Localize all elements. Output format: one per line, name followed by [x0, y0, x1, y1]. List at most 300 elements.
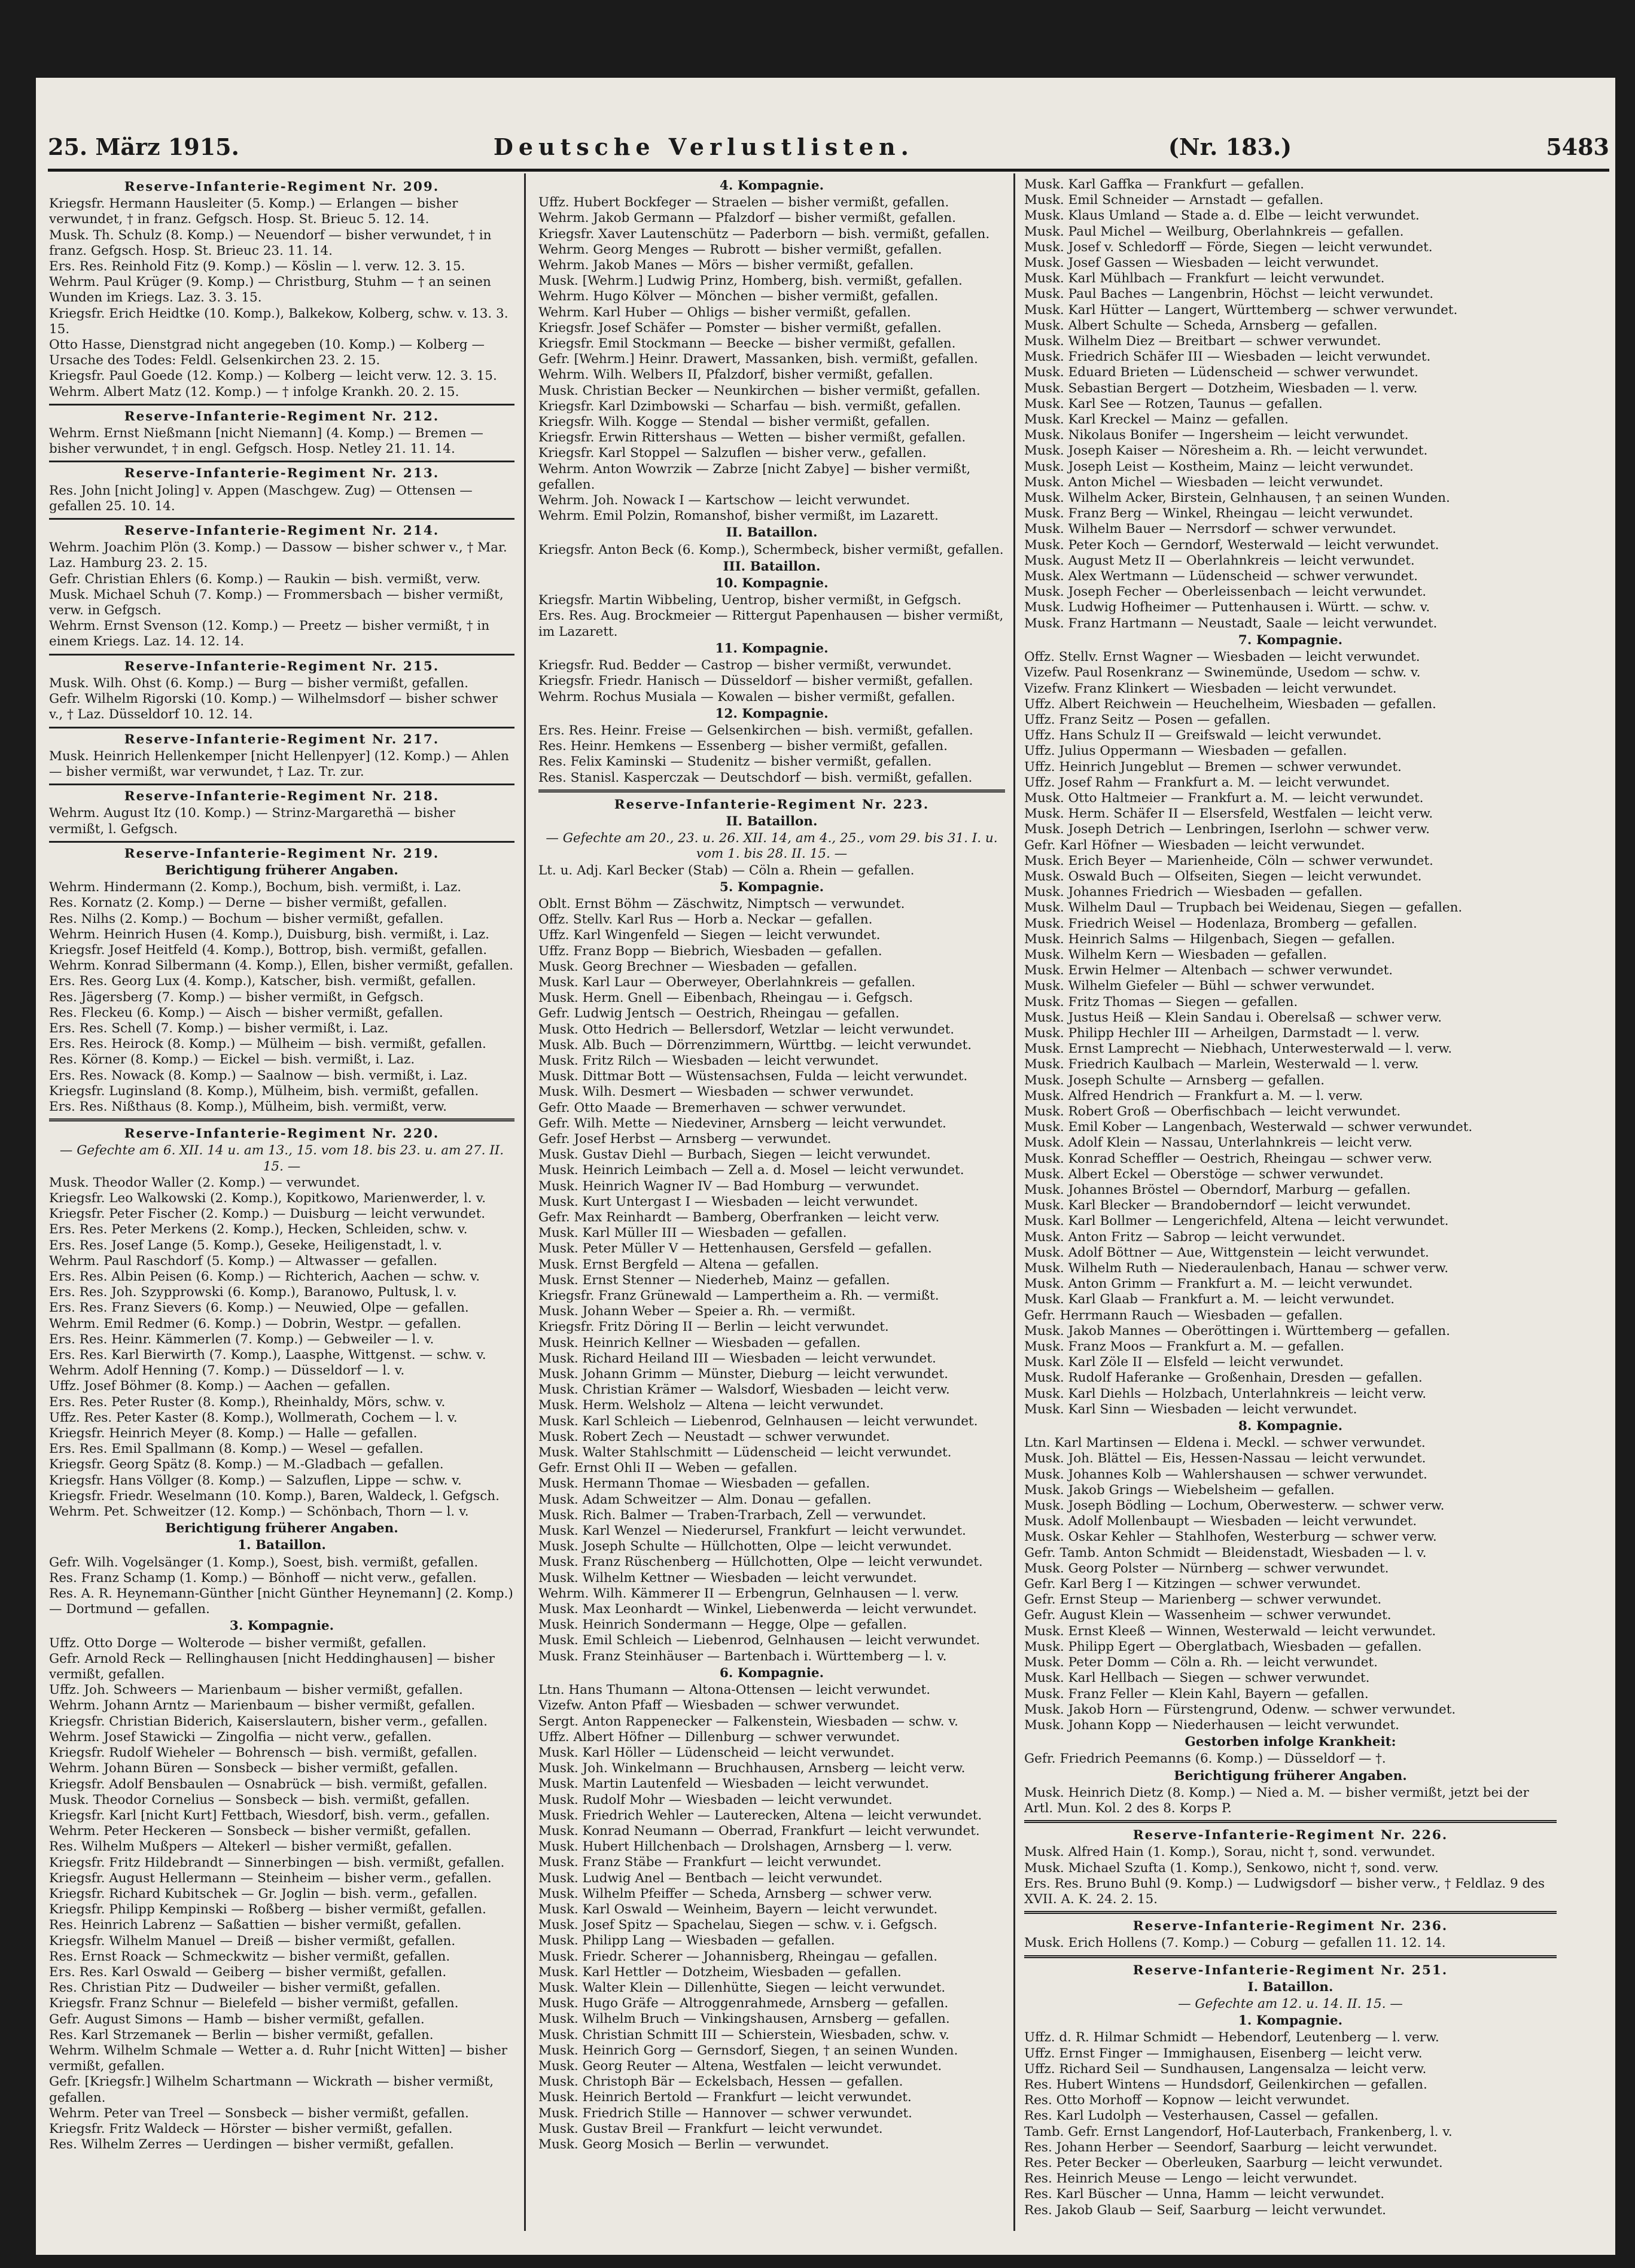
casualty-entry: Musk. Wilhelm Kern — Wiesbaden — gefallen.	[1024, 947, 1328, 962]
casualty-entry: Musk. Anton Grimm — Frankfurt a. M. — leicht verwundet.	[1024, 1276, 1413, 1292]
casualty-entry: Uffz. Karl Wingenfeld — Siegen — leicht verwundet.	[538, 928, 881, 943]
separator-rule	[1024, 1955, 1557, 1959]
casualty-entry: Res. Heinrich Labrenz — Saßattien — bisher vermißt, gefallen.	[49, 1918, 462, 1933]
casualty-entry: Musk. Joh. Winkelmann — Bruchhausen, Arnsberg — leicht verw.	[538, 1761, 966, 1776]
casualty-entry: Wehrm. Wilh. Kämmerer II — Erbengrun, Gelnhausen — l. verw.	[538, 1586, 959, 1601]
section-heading: 3. Kompagnie.	[229, 1618, 334, 1634]
casualty-entry: Musk. Konrad Neumann — Oberrad, Frankfurt — leicht verwundet.	[538, 1823, 980, 1839]
casualty-entry: Kriegsfr. Fritz Hildebrandt — Sinnerbingen — bish. vermißt, gefallen.	[49, 1855, 505, 1870]
casualty-entry: Uffz. Josef Rahm — Frankfurt a. M. — leicht verwundet.	[1024, 775, 1390, 790]
casualty-entry: Musk. Johannes Friedrich — Wiesbaden — gefallen.	[1024, 885, 1363, 900]
casualty-entry: Uffz. Joh. Schweers — Marienbaum — bisher vermißt, gefallen.	[49, 1682, 463, 1698]
casualty-entry: Wehrm. Rochus Musiala — Kowalen — bisher vermißt, gefallen.	[538, 689, 955, 705]
casualty-entry: Kriegsfr. Erwin Rittershaus — Wetten — bisher vermißt, gefallen.	[538, 430, 966, 446]
casualty-entry: Musk. Friedrich Stille — Hannover — schwer verwundet.	[538, 2105, 912, 2121]
battle-note: — Gefechte am 12. u. 14. II. 15. —	[1178, 1996, 1403, 2011]
casualty-entry: Musk. Christian Schmitt III — Schierstein, Wiesbaden, schw. v.	[538, 2027, 949, 2043]
header-date: 25. März 1915.	[48, 133, 239, 160]
casualty-entry: Wehrm. Ernst Nießmann [nicht Niemann] (4. Komp.) — Bremen — bisher verwundet, † in engl. Gefgsch. Hosp. Netley 21. 11. 14.	[49, 426, 483, 457]
column-divider	[524, 173, 526, 2231]
casualty-entry: Res. Peter Becker — Oberleuken, Saarburg — leicht verwundet.	[1024, 2155, 1443, 2171]
casualty-entry: Kriegsfr. Josef Schäfer — Pomster — bisher vermißt, gefallen.	[538, 320, 942, 336]
separator-rule	[49, 654, 514, 656]
casualty-entry: Musk. Herm. Welsholz — Altena — leicht verwundet.	[538, 1398, 884, 1413]
separator-rule	[49, 518, 514, 520]
casualty-entry: Musk. Theodor Waller (2. Komp.) — verwundet.	[49, 1175, 360, 1190]
casualty-entry: Kriegsfr. Anton Beck (6. Komp.), Schermbeck, bisher vermißt, gefallen.	[538, 542, 1004, 557]
casualty-entry: Musk. [Wehrm.] Ludwig Prinz, Homberg, bish. vermißt, gefallen.	[538, 273, 963, 289]
casualty-entry: Res. Felix Kaminski — Studenitz — bisher vermißt, gefallen.	[538, 754, 932, 770]
casualty-entry: Kriegsfr. Luginsland (8. Komp.), Mülheim, bish. vermißt, gefallen.	[49, 1083, 479, 1099]
casualty-entry: Musk. Fritz Rilch — Wiesbaden — leicht verwundet.	[538, 1053, 879, 1068]
casualty-entry: Res. A. R. Heynemann-Günther [nicht Günther Heynemann] (2. Komp.) — Dortmund — gefallen.	[49, 1586, 513, 1617]
casualty-entry: Musk. Georg Reuter — Altena, Westfalen — leicht verwundet.	[538, 2058, 942, 2074]
casualty-entry: Musk. Christian Krämer — Walsdorf, Wiesbaden — leicht verw.	[538, 1382, 950, 1398]
casualty-entry: Musk. Johann Kopp — Niederhausen — leicht verwundet.	[1024, 1717, 1399, 1733]
section-heading: 6. Kompagnie.	[719, 1665, 824, 1681]
casualty-entry: Kriegsfr. Rud. Bedder — Castrop — bisher vermißt, verwundet.	[538, 658, 952, 673]
casualty-entry: Musk. Jakob Horn — Fürstengrund, Odenw. — schwer verwundet.	[1024, 1702, 1456, 1717]
casualty-entry: Kriegsfr. Adolf Bensbaulen — Osnabrück — bish. vermißt, gefallen.	[49, 1776, 488, 1792]
casualty-entry: Musk. Franz Moos — Frankfurt a. M. — gefallen.	[1024, 1339, 1345, 1355]
section-heading: 11. Kompagnie.	[715, 641, 829, 656]
casualty-entry: Ers. Res. Peter Merkens (2. Komp.), Hecken, Schleiden, schw. v.	[49, 1222, 468, 1237]
separator-rule	[49, 461, 514, 462]
casualty-entry: Gefr. Karl Höfner — Wiesbaden — leicht verwundet.	[1024, 837, 1365, 853]
casualty-entry: Musk. Peter Koch — Gerndorf, Westerwald — leicht verwundet.	[1024, 537, 1439, 553]
casualty-entry: Musk. Adolf Mollenbaupt — Wiesbaden — leicht verwundet.	[1024, 1514, 1417, 1529]
casualty-entry: Res. Karl Ludolph — Vesterhausen, Cassel — gefallen.	[1024, 2108, 1379, 2124]
casualty-entry: Uffz. Otto Dorge — Wolterode — bisher vermißt, gefallen.	[49, 1635, 427, 1651]
casualty-entry: Musk. Joseph Schulte — Hüllchotten, Olpe — leicht verwundet.	[538, 1539, 952, 1554]
casualty-entry: Musk. Robert Zech — Neustadt — schwer verwundet.	[538, 1429, 890, 1444]
casualty-entry: Musk. Franz Feller — Klein Kahl, Bayern — gefallen.	[1024, 1686, 1369, 1702]
regiment-heading: Reserve-Infanterie-Regiment Nr. 213.	[124, 466, 440, 481]
casualty-entry: Musk. Johannes Kolb — Wahlershausen — schwer verwundet.	[1024, 1467, 1427, 1482]
casualty-entry: Musk. Wilhelm Giefeler — Bühl — schwer verwundet.	[1024, 978, 1375, 994]
casualty-entry: Musk. Karl See — Rotzen, Taunus — gefallen.	[1024, 396, 1323, 411]
regiment-heading: Reserve-Infanterie-Regiment Nr. 226.	[1132, 1828, 1448, 1843]
casualty-entry: Musk. Philipp Hechler III — Arheilgen, Darmstadt — l. verw.	[1024, 1025, 1420, 1041]
casualty-entry: Gefr. Ludwig Jentsch — Oestrich, Rheingau — gefallen.	[538, 1006, 900, 1022]
casualty-entry: Musk. Oskar Kehler — Stahlhofen, Westerburg — schwer verw.	[1024, 1529, 1437, 1545]
casualty-entry: Musk. Karl Diehls — Holzbach, Unterlahnkreis — leicht verw.	[1024, 1386, 1427, 1401]
casualty-entry: Ers. Res. Reinhold Fitz (9. Komp.) — Köslin — l. verw. 12. 3. 15.	[49, 259, 465, 275]
casualty-entry: Ers. Res. Franz Sievers (6. Komp.) — Neuwied, Olpe — gefallen.	[49, 1300, 469, 1316]
separator-rule	[49, 404, 514, 406]
casualty-entry: Musk. Hermann Thomae — Wiesbaden — gefallen.	[538, 1476, 870, 1492]
casualty-entry: Musk. Karl Hellbach — Siegen — schwer verwundet.	[1024, 1670, 1370, 1686]
section-heading: 12. Kompagnie.	[715, 706, 829, 721]
separator-rule	[49, 727, 514, 728]
casualty-entry: Musk. Ludwig Hofheimer — Puttenhausen i. Württ. — schw. v.	[1024, 600, 1430, 615]
casualty-entry: Kriegsfr. Franz Grünewald — Lampertheim a. Rh. — vermißt.	[538, 1288, 939, 1304]
section-heading: 4. Kompagnie.	[719, 178, 824, 193]
casualty-entry: Musk. Joseph Fecher — Oberleissenbach — leicht verwundet.	[1024, 584, 1427, 600]
casualty-entry: Res. Johann Herber — Seendorf, Saarburg — leicht verwundet.	[1024, 2139, 1438, 2155]
casualty-entry: Musk. Karl Schleich — Liebenrod, Gelnhausen — leicht verwundet.	[538, 1413, 978, 1429]
casualty-entry: Res. Franz Schamp (1. Komp.) — Bönhoff — nicht verw., gefallen.	[49, 1570, 477, 1586]
casualty-entry: Ers. Res. Schell (7. Komp.) — bisher vermißt, i. Laz.	[49, 1020, 389, 1036]
casualty-entry: Res. Karl Büscher — Unna, Hamm — leicht verwundet.	[1024, 2187, 1385, 2202]
casualty-entry: Ltn. Karl Martinsen — Eldena i. Meckl. — schwer verwundet.	[1024, 1435, 1426, 1451]
casualty-entry: Uffz. Heinrich Jungeblut — Bremen — schwer verwundet.	[1024, 759, 1402, 775]
casualty-entry: Kriegsfr. Peter Fischer (2. Komp.) — Duisburg — leicht verwundet.	[49, 1206, 486, 1222]
header-rule	[48, 169, 1609, 172]
casualty-entry: Wehrm. Joachim Plön (3. Komp.) — Dassow — bisher schwer v., † Mar. Laz. Hamburg 23. 2. 15.	[49, 540, 507, 571]
section-heading: Gestorben infolge Krankheit:	[1185, 1734, 1396, 1750]
casualty-entry: Gefr. Wilhelm Rigorski (10. Komp.) — Wilhelmsdorf — bisher schwer v., † Laz. Düsseldorf 10. 12. 14.	[49, 691, 498, 723]
column-3	[1024, 177, 1557, 2229]
casualty-entry: Wehrm. Georg Menges — Rubrott — bisher vermißt, gefallen.	[538, 242, 942, 257]
casualty-entry: Musk. Michael Szufta (1. Komp.), Senkowo, nicht †, sond. verw.	[1024, 1860, 1439, 1876]
casualty-entry: Gefr. Tamb. Anton Schmidt — Bleidenstadt, Wiesbaden — l. v.	[1024, 1545, 1427, 1560]
casualty-entry: Kriegsfr. Leo Walkowski (2. Komp.), Kopitkowo, Marienwerder, l. v.	[49, 1190, 486, 1206]
regiment-heading: Reserve-Infanterie-Regiment Nr. 218.	[124, 789, 440, 804]
casualty-entry: Musk. Karl Sinn — Wiesbaden — leicht verwundet.	[1024, 1401, 1357, 1417]
casualty-entry: Musk. Karl Kreckel — Mainz — gefallen.	[1024, 412, 1289, 428]
casualty-entry: Musk. Friedr. Scherer — Johannisberg, Rheingau — gefallen.	[538, 1949, 938, 1964]
section-heading: Berichtigung früherer Angaben.	[165, 862, 398, 878]
section-heading: II. Bataillon.	[726, 813, 818, 829]
casualty-entry: Musk. Ernst Lamprecht — Niebhach, Unterwesterwald — l. verw.	[1024, 1041, 1453, 1057]
section-heading: II. Bataillon.	[726, 525, 818, 541]
section-heading: 7. Kompagnie.	[1238, 632, 1343, 648]
casualty-entry: Musk. Emil Schleich — Liebenrod, Gelnhausen — leicht verwundet.	[538, 1633, 981, 1648]
section-heading: Berichtigung früherer Angaben.	[165, 1521, 398, 1537]
casualty-entry: Musk. Martin Lautenfeld — Wiesbaden — leicht verwundet.	[538, 1776, 930, 1792]
casualty-entry: Gefr. [Kriegsfr.] Wilhelm Schartmann — Wickrath — bisher vermißt, gefallen.	[49, 2074, 494, 2105]
casualty-entry: Musk. Theodor Cornelius — Sonsbeck — bish. vermißt, gefallen.	[49, 1792, 470, 1807]
casualty-entry: Kriegsfr. Wilhelm Manuel — Dreiß — bisher vermißt, gefallen.	[49, 1933, 456, 1949]
casualty-entry: Musk. Karl Zöle II — Elsfeld — leicht verwundet.	[1024, 1355, 1344, 1370]
casualty-entry: Ers. Res. Georg Lux (4. Komp.), Katscher, bish. vermißt, gefallen.	[49, 974, 476, 989]
casualty-entry: Res. Jägersberg (7. Komp.) — bisher vermißt, in Gefgsch.	[49, 989, 424, 1005]
casualty-entry: Wehrm. Konrad Silbermann (4. Komp.), Ellen, bisher vermißt, gefallen.	[49, 958, 513, 974]
casualty-entry: Wehrm. Johann Büren — Sonsbeck — bisher vermißt, gefallen.	[49, 1761, 458, 1776]
casualty-entry: Gefr. Arnold Reck — Rellinghausen [nicht Heddinghausen] — bisher vermißt, gefallen.	[49, 1651, 495, 1682]
casualty-entry: Gefr. August Simons — Hamb — bisher vermißt, gefallen.	[49, 2011, 425, 2027]
casualty-entry: Musk. Philipp Egert — Oberglatbach, Wiesbaden — gefallen.	[1024, 1639, 1422, 1654]
casualty-entry: Kriegsfr. Josef Heitfeld (4. Komp.), Bottrop, bish. vermißt, gefallen.	[49, 942, 488, 958]
casualty-entry: Wehrm. Emil Redmer (6. Komp.) — Dobrin, Westpr. — gefallen.	[49, 1316, 461, 1331]
casualty-entry: Musk. Heinrich Sondermann — Hegge, Olpe — gefallen.	[538, 1617, 907, 1633]
casualty-entry: Wehrm. August Itz (10. Komp.) — Strinz-Margarethä — bisher vermißt, l. Gefgsch.	[49, 806, 456, 837]
casualty-entry: Musk. Friedrich Schäfer III — Wiesbaden — leicht verwundet.	[1024, 349, 1431, 365]
regiment-heading: Reserve-Infanterie-Regiment Nr. 220.	[124, 1126, 440, 1142]
casualty-entry: Uffz. Franz Bopp — Biebrich, Wiesbaden — gefallen.	[538, 943, 882, 959]
casualty-entry: Musk. Erich Beyer — Marienheide, Cöln — schwer verwundet.	[1024, 853, 1433, 868]
casualty-entry: Musk. Herm. Schäfer II — Elsersfeld, Westfalen — leicht verw.	[1024, 806, 1433, 822]
casualty-entry: Musk. Gustav Diehl — Burbach, Siegen — leicht verwundet.	[538, 1147, 931, 1163]
header-title: Deutsche Verlustlisten.	[493, 133, 914, 160]
casualty-entry: Musk. Johann Weber — Speier a. Rh. — vermißt.	[538, 1304, 856, 1319]
casualty-entry: Uffz. Richard Seil — Sundhausen, Langensalza — leicht verw.	[1024, 2061, 1427, 2077]
casualty-entry: Musk. Josef v. Schledorff — Förde, Siegen — leicht verwundet.	[1024, 239, 1433, 255]
casualty-entry: Musk. Oswald Buch — Olfseiten, Siegen — leicht verwundet.	[1024, 868, 1422, 884]
casualty-entry: Musk. Christian Becker — Neunkirchen — bisher vermißt, gefallen.	[538, 383, 981, 398]
page-header	[48, 126, 1609, 167]
casualty-entry: Kriegsfr. Franz Schnur — Bielefeld — bisher vermißt, gefallen.	[49, 1996, 459, 2011]
casualty-entry: Ers. Res. Nißthaus (8. Komp.), Mülheim, bish. vermißt, verw.	[49, 1099, 447, 1114]
casualty-entry: Wehrm. Wilh. Welbers II, Pfalzdorf, bisher vermißt, gefallen.	[538, 367, 933, 383]
casualty-entry: Kriegsfr. Karl Stoppel — Salzuflen — bisher verw., gefallen.	[538, 446, 927, 461]
casualty-entry: Musk. Heinrich Leimbach — Zell a. d. Mosel — leicht verwundet.	[538, 1163, 964, 1178]
casualty-entry: Uffz. Hans Schulz II — Greifswald — leicht verwundet.	[1024, 728, 1382, 743]
casualty-entry: Uffz. Ernst Finger — Immighausen, Eisenberg — leicht verw.	[1024, 2046, 1423, 2061]
casualty-entry: Musk. Rudolf Mohr — Wiesbaden — leicht verwundet.	[538, 1792, 893, 1807]
battle-note: — Gefechte am 6. XII. 14 u. am 13., 15. vom 18. bis 23. u. am 27. II. 15. —	[59, 1143, 504, 1174]
casualty-entry: Res. Ernst Roack — Schmeckwitz — bisher vermißt, gefallen.	[49, 1949, 450, 1964]
casualty-entry: Kriegsfr. Rudolf Wieheler — Bohrensch — bish. vermißt, gefallen.	[49, 1745, 477, 1761]
casualty-entry: Musk. Hubert Hillchenbach — Drolshagen, Arnsberg — l. verw.	[538, 1839, 952, 1855]
casualty-entry: Musk. Friedrich Wehler — Lauterecken, Altena — leicht verwundet.	[538, 1807, 982, 1823]
casualty-entry: Musk. Adam Schweitzer — Alm. Donau — gefallen.	[538, 1492, 872, 1507]
casualty-entry: Musk. Otto Hedrich — Bellersdorf, Wetzlar — leicht verwundet.	[538, 1022, 955, 1037]
casualty-entry: Vizefw. Anton Pfaff — Wiesbaden — schwer verwundet.	[538, 1698, 900, 1714]
casualty-entry: Musk. Franz Rüschenberg — Hüllchotten, Olpe — leicht verwundet.	[538, 1554, 983, 1570]
casualty-entry: Uffz. Josef Böhmer (8. Komp.) — Aachen — gefallen.	[49, 1379, 391, 1394]
casualty-entry: Musk. Emil Kober — Langenbach, Westerwald — schwer verwundet.	[1024, 1120, 1473, 1135]
casualty-entry: Musk. Justus Heiß — Klein Sandau i. Oberelsaß — schwer verw.	[1024, 1010, 1442, 1025]
regiment-heading: Reserve-Infanterie-Regiment Nr. 215.	[124, 659, 440, 674]
casualty-entry: Gefr. Max Reinhardt — Bamberg, Oberfranken — leicht verw.	[538, 1210, 940, 1225]
regiment-heading: Reserve-Infanterie-Regiment Nr. 219.	[124, 846, 440, 861]
casualty-entry: Uffz. Julius Oppermann — Wiesbaden — gefallen.	[1024, 743, 1347, 759]
casualty-entry: Ers. Res. Karl Bierwirth (7. Komp.), Laasphe, Wittgenst. — schw. v.	[49, 1348, 486, 1363]
casualty-entry: Musk. Jakob Mannes — Oberöttingen i. Württemberg — gefallen.	[1024, 1323, 1450, 1339]
casualty-entry: Sergt. Anton Rappenecker — Falkenstein, Wiesbaden — schw. v.	[538, 1714, 958, 1729]
casualty-entry: Wehrm. Heinrich Husen (4. Komp.), Duisburg, bish. vermißt, i. Laz.	[49, 926, 489, 942]
casualty-entry: Musk. Wilhelm Bruch — Vinkingshausen, Arnsberg — gefallen.	[538, 2011, 950, 2027]
header-page-number: 5483	[1546, 133, 1609, 160]
casualty-entry: Ers. Res. Bruno Buhl (9. Komp.) — Ludwigsdorf — bisher verw., † Feldlaz. 9 des XVII. A. K. 24. 2. 15.	[1024, 1876, 1545, 1907]
casualty-entry: Musk. Wilhelm Bauer — Nerrsdorf — schwer verwundet.	[1024, 522, 1396, 537]
casualty-entry: Offz. Stellv. Ernst Wagner — Wiesbaden — leicht verwundet.	[1024, 650, 1420, 665]
casualty-entry: Musk. Richard Heiland III — Wiesbaden — leicht verwundet.	[538, 1351, 936, 1366]
casualty-entry: Musk. Adolf Böttner — Aue, Wittgenstein — leicht verwundet.	[1024, 1245, 1429, 1260]
separator-rule	[49, 784, 514, 785]
battle-note: — Gefechte am 20., 23. u. 26. XII. 14, am 4., 25., vom 29. bis 31. I. u. vom 1. bis 28. II. 15. —	[546, 831, 998, 862]
casualty-entry: Musk. Rudolf Haferanke — Großenhain, Dresden — gefallen.	[1024, 1370, 1423, 1386]
casualty-entry: Uffz. Hubert Bockfeger — Straelen — bisher vermißt, gefallen.	[538, 195, 949, 211]
regiment-heading: Reserve-Infanterie-Regiment Nr. 236.	[1132, 1919, 1448, 1934]
casualty-entry: Kriegsfr. Erich Heidtke (10. Komp.), Balkekow, Kolberg, schw. v. 13. 3. 15.	[49, 306, 509, 337]
casualty-entry: Gefr. Friedrich Peemanns (6. Komp.) — Düsseldorf — †.	[1024, 1751, 1386, 1767]
casualty-entry: Musk. Johannes Bröstel — Oberndorf, Marburg — gefallen.	[1024, 1182, 1411, 1197]
casualty-entry: Musk. Klaus Umland — Stade a. d. Elbe — leicht verwundet.	[1024, 208, 1420, 224]
casualty-entry: Musk. Heinrich Bertold — Frankfurt — leicht verwundet.	[538, 2090, 912, 2105]
section-heading: 1. Bataillon.	[238, 1538, 326, 1553]
casualty-entry: Res. Nilhs (2. Komp.) — Bochum — bisher vermißt, gefallen.	[49, 911, 444, 926]
casualty-entry: Kriegsfr. Xaver Lautenschütz — Paderborn — bish. vermißt, gefallen.	[538, 226, 990, 242]
casualty-entry: Musk. Eduard Brieten — Lüdenscheid — schwer verwundet.	[1024, 365, 1418, 380]
casualty-entry: Ers. Res. Josef Lange (5. Komp.), Geseke, Heiligenstadt, l. v.	[49, 1237, 442, 1253]
section-heading: Berichtigung früherer Angaben.	[1174, 1768, 1407, 1784]
casualty-entry: Musk. Karl Gaffka — Frankfurt — gefallen.	[1024, 177, 1304, 192]
casualty-entry: Musk. Georg Mosich — Berlin — verwundet.	[538, 2136, 830, 2152]
casualty-entry: Musk. Alfred Hain (1. Komp.), Sorau, nicht †, sond. verwundet.	[1024, 1845, 1436, 1860]
casualty-entry: Wehrm. Karl Huber — Ohligs — bisher vermißt, gefallen.	[538, 304, 911, 320]
casualty-entry: Wehrm. Peter van Treel — Sonsbeck — bisher vermißt, gefallen.	[49, 2105, 469, 2121]
casualty-entry: Wehrm. Jakob Manes — Mörs — bisher vermißt, gefallen.	[538, 258, 914, 273]
casualty-entry: Musk. Nikolaus Bonifer — Ingersheim — leicht verwundet.	[1024, 428, 1409, 443]
casualty-entry: Musk. Joseph Kaiser — Nöresheim a. Rh. — leicht verwundet.	[1024, 443, 1428, 459]
casualty-entry: Wehrm. Hindermann (2. Komp.), Bochum, bish. vermißt, i. Laz.	[49, 880, 462, 895]
casualty-entry: Musk. Karl Müller III — Wiesbaden — gefallen.	[538, 1226, 847, 1241]
casualty-entry: Musk. Joseph Schulte — Arnsberg — gefallen.	[1024, 1072, 1325, 1088]
column-1	[49, 177, 514, 2229]
casualty-entry: Wehrm. Paul Krüger (9. Komp.) — Christburg, Stuhm — † an seinen Wunden im Kriegs. Laz. 3. 3. 15.	[49, 275, 491, 306]
casualty-entry: Musk. Peter Müller V — Hettenhausen, Gersfeld — gefallen.	[538, 1241, 932, 1257]
casualty-entry: Wehrm. Hugo Kölver — Mönchen — bisher vermißt, gefallen.	[538, 289, 939, 304]
casualty-entry: Musk. Heinrich Hellenkemper [nicht Hellenpyer] (12. Komp.) — Ahlen — bisher vermißt, war verwundet, † Laz. Tr. zur.	[49, 748, 509, 779]
separator-rule	[1024, 1911, 1557, 1915]
casualty-entry: Oblt. Ernst Böhm — Zäschwitz, Nimptsch — verwundet.	[538, 896, 905, 912]
casualty-entry: Musk. Alb. Buch — Dörrenzimmern, Württbg. — leicht verwundet.	[538, 1037, 972, 1053]
casualty-entry: Kriegsfr. Karl [nicht Kurt] Fettbach, Wiesdorf, bish. verm., gefallen.	[49, 1807, 490, 1823]
casualty-entry: Musk. Otto Haltmeier — Frankfurt a. M. — leicht verwundet.	[1024, 790, 1424, 806]
casualty-entry: Offz. Stellv. Karl Rus — Horb a. Neckar — gefallen.	[538, 912, 873, 928]
casualty-entry: Musk. Anton Michel — Wiesbaden — leicht verwundet.	[1024, 474, 1384, 490]
casualty-entry: Musk. Michael Schuh (7. Komp.) — Frommersbach — bisher vermißt, verw. in Gefgsch.	[49, 587, 504, 618]
casualty-entry: Musk. Karl Wenzel — Niederursel, Frankfurt — leicht verwundet.	[538, 1523, 966, 1539]
casualty-entry: Musk. Georg Brechner — Wiesbaden — gefallen.	[538, 959, 857, 974]
casualty-entry: Musk. Hugo Gräfe — Altroggenrahmede, Arnsberg — gefallen.	[538, 1996, 949, 2011]
casualty-entry: Musk. Heinrich Wagner IV — Bad Homburg — verwundet.	[538, 1178, 920, 1194]
casualty-entry: Ers. Res. Aug. Brockmeier — Rittergut Papenhausen — bisher vermißt, im Lazarett.	[538, 608, 1004, 639]
casualty-entry: Musk. Wilhelm Daul — Trupbach bei Weidenau, Siegen — gefallen.	[1024, 900, 1463, 916]
casualty-entry: Musk. August Metz II — Oberlahnkreis — leicht verwundet.	[1024, 553, 1415, 568]
casualty-entry: Musk. Wilhelm Pfeiffer — Scheda, Arnsberg — schwer verw.	[538, 1886, 933, 1901]
section-heading: III. Bataillon.	[723, 559, 821, 574]
casualty-entry: Res. Wilhelm Mußpers — Altekerl — bisher vermißt, gefallen.	[49, 1839, 452, 1855]
casualty-entry: Musk. Franz Berg — Winkel, Rheingau — leicht verwundet.	[1024, 506, 1414, 522]
casualty-entry: Musk. Joseph Leist — Kostheim, Mainz — leicht verwundet.	[1024, 459, 1414, 474]
casualty-entry: Wehrm. Johann Arntz — Marienbaum — bisher vermißt, gefallen.	[49, 1698, 476, 1714]
casualty-entry: Wehrm. Wilhelm Schmale — Wetter a. d. Ruhr [nicht Witten] — bisher vermißt, gefallen.	[49, 2043, 508, 2074]
casualty-entry: Musk. Ernst Stenner — Niederheb, Mainz — gefallen.	[538, 1272, 890, 1288]
casualty-entry: Musk. Paul Baches — Langenbrin, Höchst — leicht verwundet.	[1024, 286, 1434, 302]
casualty-entry: Ers. Res. Heirock (8. Komp.) — Mülheim — bish. vermißt, gefallen.	[49, 1037, 486, 1052]
casualty-entry: Gefr. Josef Herbst — Arnsberg — verwundet.	[538, 1131, 832, 1147]
casualty-entry: Kriegsfr. Karl Dzimbowski — Scharfau — bish. vermißt, gefallen.	[538, 398, 961, 414]
casualty-entry: Kriegsfr. Wilh. Kogge — Stendal — bisher vermißt, gefallen.	[538, 414, 930, 430]
casualty-entry: Kriegsfr. Philipp Kempinski — Roßberg — bisher vermißt, gefallen.	[49, 1902, 486, 1918]
casualty-entry: Musk. Johann Grimm — Münster, Dieburg — leicht verwundet.	[538, 1367, 949, 1382]
casualty-entry: Musk. Wilh. Desmert — Wiesbaden — schwer verwundet.	[538, 1084, 914, 1100]
casualty-entry: Musk. Erwin Helmer — Altenbach — schwer verwundet.	[1024, 963, 1393, 978]
casualty-entry: Musk. Th. Schulz (8. Komp.) — Neuendorf — bisher verwundet, † in franz. Gefgsch. Hosp. St. Brieuc 23. 11. 14.	[49, 227, 492, 258]
casualty-entry: Musk. Karl Bollmer — Lengerichfeld, Altena — leicht verwundet.	[1024, 1214, 1449, 1229]
casualty-entry: Musk. Heinrich Dietz (8. Komp.) — Nied a. M. — bisher vermißt, jetzt bei der Artl. Mun. Kol. 2 des 8. Korps P.	[1024, 1785, 1529, 1816]
casualty-entry: Gefr. Otto Maade — Bremerhaven — schwer verwundet.	[538, 1100, 906, 1115]
casualty-entry: Musk. Georg Polster — Nürnberg — schwer verwundet.	[1024, 1560, 1389, 1576]
casualty-entry: Uffz. Res. Peter Kaster (8. Komp.), Wollmerath, Cochem — l. v.	[49, 1410, 458, 1425]
casualty-entry: Kriegsfr. August Hellermann — Steinheim — bisher verm., gefallen.	[49, 1870, 492, 1886]
casualty-entry: Vizefw. Franz Klinkert — Wiesbaden — leicht verwundet.	[1024, 681, 1397, 696]
casualty-entry: Musk. Alex Wertmann — Lüdenscheid — schwer verwundet.	[1024, 569, 1418, 584]
casualty-entry: Musk. Paul Michel — Weilburg, Oberlahnkreis — gefallen.	[1024, 224, 1404, 239]
casualty-entry: Musk. Heinrich Kellner — Wiesbaden — gefallen.	[538, 1335, 861, 1351]
section-heading: 1. Kompagnie.	[1238, 2013, 1343, 2029]
section-heading: 8. Kompagnie.	[1238, 1419, 1343, 1434]
casualty-entry: Musk. Walter Klein — Dillenhütte, Siegen — leicht verwundet.	[538, 1980, 946, 1995]
separator-rule	[538, 789, 1005, 794]
casualty-entry: Wehrm. Anton Wowrzik — Zabrze [nicht Zabye] — bisher vermißt, gefallen.	[538, 461, 971, 492]
casualty-entry: Res. Heinrich Meuse — Lengo — leicht verwundet.	[1024, 2171, 1357, 2187]
casualty-entry: Musk. Peter Domm — Cöln a. Rh. — leicht verwundet.	[1024, 1655, 1378, 1670]
casualty-entry: Musk. Wilhelm Ruth — Niederaulenbach, Hanau — schwer verw.	[1024, 1261, 1449, 1276]
casualty-entry: Musk. Konrad Scheffler — Oestrich, Rheingau — schwer verw.	[1024, 1151, 1433, 1166]
casualty-entry: Musk. Karl Blecker — Brandoberndorf — leicht verwundet.	[1024, 1198, 1411, 1214]
casualty-entry: Ers. Res. Heinr. Kämmerlen (7. Komp.) — Gebweiler — l. v.	[49, 1331, 434, 1347]
regiment-heading: Reserve-Infanterie-Regiment Nr. 217.	[124, 731, 440, 747]
casualty-entry: Kriegsfr. Paul Goede (12. Komp.) — Kolberg — leicht verw. 12. 3. 15.	[49, 368, 497, 384]
casualty-entry: Gefr. Ernst Ohli II — Weben — gefallen.	[538, 1461, 797, 1476]
casualty-entry: Ers. Res. Emil Spallmann (8. Komp.) — Wesel — gefallen.	[49, 1441, 424, 1457]
casualty-entry: Musk. Karl Hütter — Langert, Württemberg — schwer verwundet.	[1024, 302, 1458, 318]
casualty-entry: Wehrm. Josef Stawicki — Zingolfia — nicht verw., gefallen.	[49, 1729, 432, 1745]
casualty-entry: Res. Körner (8. Komp.) — Eickel — bish. vermißt, i. Laz.	[49, 1052, 415, 1068]
casualty-entry: Musk. Rich. Balmer — Traben-Trarbach, Zell — verwundet.	[538, 1507, 927, 1523]
casualty-entry: Musk. Karl Glaab — Frankfurt a. M. — leicht verwundet.	[1024, 1292, 1395, 1307]
casualty-entry: Otto Hasse, Dienstgrad nicht angegeben (10. Komp.) — Kolberg — Ursache des Todes: Feldl. Gelsenkirchen 23. 2. 15.	[49, 337, 485, 368]
casualty-entry: Wehrm. Emil Polzin, Romanshof, bisher vermißt, im Lazarett.	[538, 508, 939, 524]
casualty-entry: Musk. Wilh. Ohst (6. Komp.) — Burg — bisher vermißt, gefallen.	[49, 675, 468, 691]
casualty-entry: Musk. Robert Groß — Oberfischbach — leicht verwundet.	[1024, 1103, 1401, 1119]
casualty-entry: Res. Jakob Glaub — Seif, Saarburg — leicht verwundet.	[1024, 2202, 1386, 2218]
casualty-entry: Vizefw. Paul Rosenkranz — Swinemünde, Usedom — schw. v.	[1024, 665, 1421, 681]
regiment-heading: Reserve-Infanterie-Regiment Nr. 223.	[614, 797, 930, 812]
casualty-entry: Wehrm. Albert Matz (12. Komp.) — † infolge Krankh. 20. 2. 15.	[49, 384, 459, 400]
casualty-entry: Ers. Res. Joh. Szypprowski (6. Komp.), Baranowo, Pultusk, l. v.	[49, 1285, 457, 1300]
casualty-entry: Musk. Joh. Blättel — Eis, Hessen-Nassau — leicht verwundet.	[1024, 1451, 1426, 1467]
casualty-entry: Musk. Friedrich Weisel — Hodenlaza, Bromberg — gefallen.	[1024, 916, 1417, 931]
casualty-entry: Wehrm. Pet. Schweitzer (12. Komp.) — Schönbach, Thorn — l. v.	[49, 1504, 469, 1520]
section-heading: 5. Kompagnie.	[719, 879, 824, 895]
casualty-entry: Res. Stanisl. Kasperczak — Deutschdorf — bish. vermißt, gefallen.	[538, 770, 973, 785]
casualty-entry: Musk. Dittmar Bott — Wüstensachsen, Fulda — leicht verwundet.	[538, 1069, 968, 1084]
casualty-entry: Kriegsfr. Georg Spätz (8. Komp.) — M.-Gladbach — gefallen.	[49, 1457, 444, 1473]
casualty-entry: Musk. Josef Gassen — Wiesbaden — leicht verwundet.	[1024, 255, 1379, 271]
casualty-entry: Res. Christian Pitz — Dudweiler — bisher vermißt, gefallen.	[49, 1980, 441, 1996]
casualty-entry: Musk. Franz Steinhäuser — Bartenbach i. Württemberg — l. v.	[538, 1648, 947, 1664]
casualty-entry: Kriegsfr. Emil Stockmann — Beecke — bisher vermißt, gefallen.	[538, 336, 956, 352]
casualty-entry: Musk. Jakob Grings — Wiebelsheim — gefallen.	[1024, 1482, 1335, 1498]
casualty-entry: Kriegsfr. Fritz Döring II — Berlin — leicht verwundet.	[538, 1319, 889, 1335]
casualty-entry: Gefr. Wilh. Vogelsänger (1. Komp.), Soest, bish. vermißt, gefallen.	[49, 1554, 479, 1570]
casualty-entry: Kriegsfr. Christian Biderich, Kaiserslautern, bisher verm., gefallen.	[49, 1714, 488, 1729]
casualty-entry: Musk. Ernst Bergfeld — Altena — gefallen.	[538, 1257, 819, 1272]
casualty-entry: Musk. Ludwig Anel — Bentbach — leicht verwundet.	[538, 1870, 883, 1886]
casualty-entry: Uffz. Albert Höfner — Dillenburg — schwer verwundet.	[538, 1729, 900, 1745]
casualty-entry: Kriegsfr. Martin Wibbeling, Uentrop, bisher vermißt, in Gefgsch.	[538, 593, 961, 608]
regiment-heading: Reserve-Infanterie-Regiment Nr. 251.	[1132, 1962, 1448, 1978]
casualty-entry: Musk. Gustav Breil — Frankfurt — leicht verwundet.	[538, 2121, 883, 2136]
casualty-entry: Musk. Karl Laur — Oberweyer, Oberlahnkreis — gefallen.	[538, 974, 916, 990]
casualty-entry: Musk. Kurt Untergast I — Wiesbaden — leicht verwundet.	[538, 1194, 918, 1209]
casualty-entry: Res. Fleckeu (6. Komp.) — Aisch — bisher vermißt, gefallen.	[49, 1005, 443, 1020]
casualty-entry: Uffz. Albert Reichwein — Heuchelheim, Wiesbaden — gefallen.	[1024, 696, 1436, 712]
casualty-entry: Kriegsfr. Hans Völlger (8. Komp.) — Salzuflen, Lippe — schw. v.	[49, 1473, 462, 1488]
casualty-entry: Musk. Erich Hollens (7. Komp.) — Coburg — gefallen 11. 12. 14.	[1024, 1935, 1446, 1951]
casualty-entry: Musk. Anton Fritz — Sabrop — leicht verwundet.	[1024, 1229, 1345, 1245]
casualty-entry: Musk. Franz Hartmann — Neustadt, Saale — leicht verwundet.	[1024, 615, 1438, 631]
casualty-entry: Musk. Philipp Lang — Wiesbaden — gefallen.	[538, 1933, 835, 1949]
separator-rule	[49, 841, 514, 843]
separator-rule	[1024, 1820, 1557, 1824]
